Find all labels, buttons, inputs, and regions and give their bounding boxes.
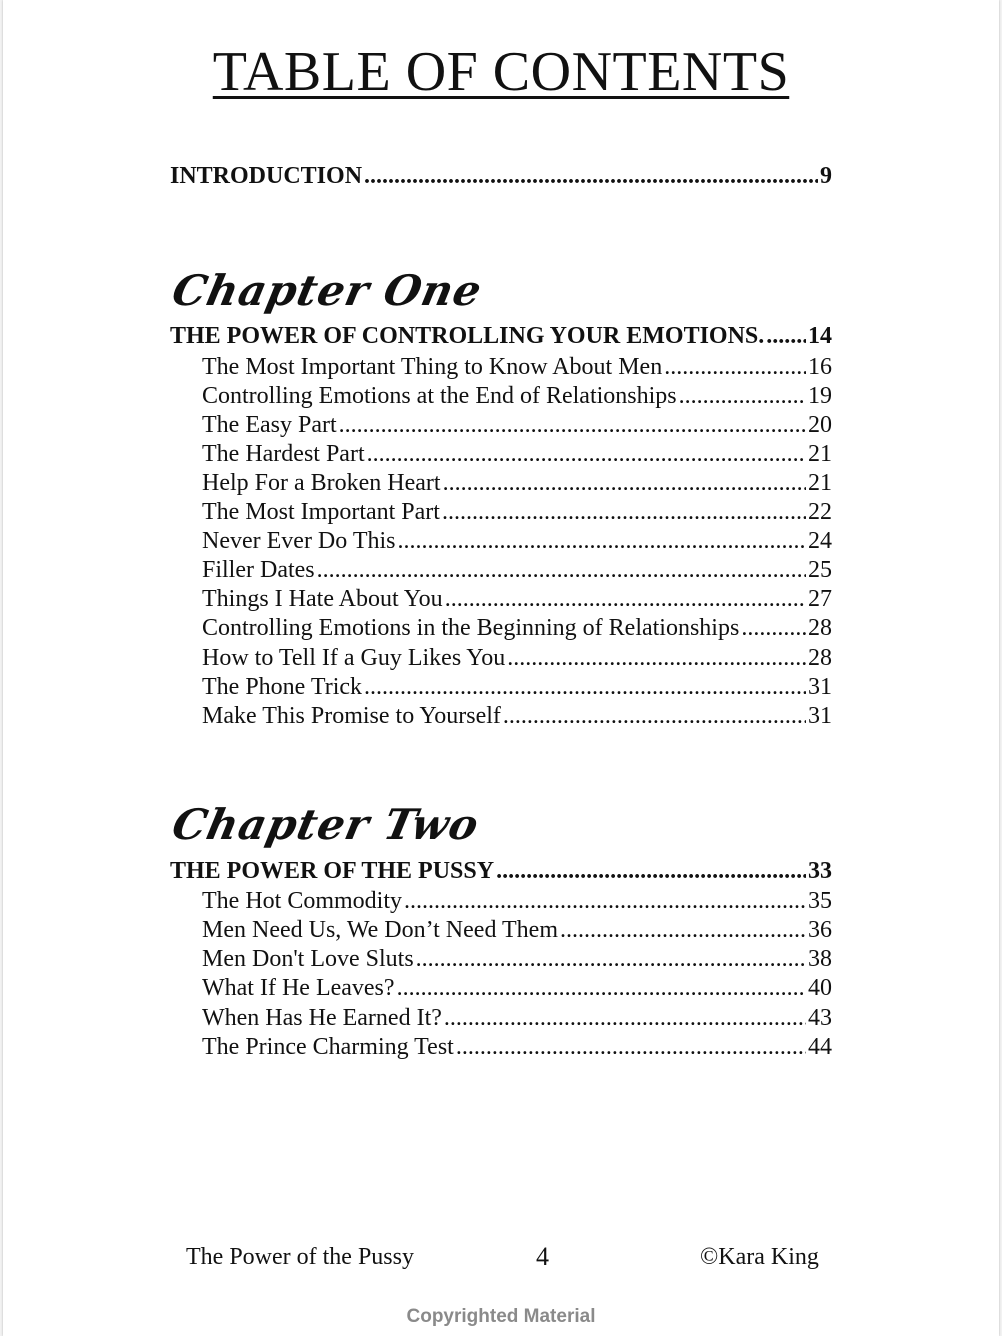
toc-page-number: 25 — [808, 557, 832, 583]
toc-leader-dots — [398, 528, 807, 555]
toc-label: What If He Leaves? — [202, 975, 395, 1001]
toc-label: Make This Promise to Yourself — [202, 703, 501, 729]
toc-leader-dots — [404, 888, 806, 915]
toc-leader-dots — [416, 946, 806, 973]
toc-label: THE POWER OF CONTROLLING YOUR EMOTIONS. — [170, 323, 765, 349]
toc-label: Men Need Us, We Don’t Need Them — [202, 917, 558, 943]
toc-leader-dots — [317, 557, 806, 584]
toc-page-number: 24 — [808, 528, 832, 554]
toc-label: THE POWER OF THE PUSSY — [170, 858, 495, 884]
toc-page-number: 28 — [808, 615, 832, 641]
toc-label: How to Tell If a Guy Likes You — [202, 645, 506, 671]
toc-leader-dots — [456, 1034, 806, 1061]
toc-section — [202, 441, 832, 470]
toc-leader-dots — [339, 412, 806, 439]
toc-leader-dots — [503, 703, 806, 730]
toc-leader-dots — [560, 917, 806, 944]
toc-leader-dots — [443, 470, 806, 497]
toc-section — [202, 354, 832, 383]
toc-section — [202, 645, 832, 674]
toc-label: The Most Important Thing to Know About Men — [202, 354, 663, 380]
toc-label: Controlling Emotions at the End of Relationships — [202, 383, 677, 409]
toc-label: Help For a Broken Heart — [202, 470, 441, 496]
toc-leader-dots — [397, 975, 806, 1002]
toc-section — [202, 586, 832, 615]
toc-chapter-two-title — [170, 858, 832, 888]
toc-section — [202, 703, 832, 732]
toc-label: The Phone Trick — [202, 674, 363, 700]
toc-section — [202, 888, 832, 917]
footer-copyright: ©Kara King — [700, 1244, 819, 1270]
toc-page-number: 31 — [808, 703, 832, 729]
toc-label: The Most Important Part — [202, 499, 440, 525]
toc-page-number: 43 — [808, 1005, 832, 1031]
toc-label: Filler Dates — [202, 557, 315, 583]
toc-section — [202, 557, 832, 586]
toc-page-number: 22 — [808, 499, 832, 525]
toc-label: The Prince Charming Test — [202, 1034, 454, 1060]
toc-leader-dots — [507, 645, 806, 672]
toc-page-number: 19 — [808, 383, 832, 409]
toc-page-number: 9 — [820, 163, 832, 189]
toc-leader-dots — [442, 499, 806, 526]
toc-page-number: 14 — [808, 323, 832, 349]
toc-section — [202, 470, 832, 499]
toc-page-number: 33 — [808, 858, 832, 884]
toc-page-number: 44 — [808, 1034, 832, 1060]
toc-leader-dots — [445, 586, 806, 613]
toc-chapter-one-title — [170, 323, 832, 353]
toc-label: Never Ever Do This — [202, 528, 396, 554]
toc-section — [202, 383, 832, 412]
toc-label: The Hardest Part — [202, 441, 365, 467]
toc-section — [202, 615, 832, 644]
toc-label: Things I Hate About You — [202, 586, 443, 612]
page-title: TABLE OF CONTENTS — [212, 41, 790, 103]
toc-section — [202, 946, 832, 975]
toc-label: Controlling Emotions in the Beginning of Relationships — [202, 615, 740, 641]
toc-page-number: 31 — [808, 674, 832, 700]
toc-leader-dots — [367, 441, 806, 468]
footer-book-title: The Power of the Pussy — [186, 1244, 414, 1270]
toc-section — [202, 674, 832, 703]
toc-page-number: 35 — [808, 888, 832, 914]
chapter-two-heading: Chapter Two — [168, 800, 484, 849]
toc-label: When Has He Earned It? — [202, 1005, 442, 1031]
toc-leader-dots — [496, 858, 806, 885]
toc-label: The Hot Commodity — [202, 888, 402, 914]
toc-section — [202, 975, 832, 1004]
toc-leader-dots — [364, 163, 818, 190]
footer-page-number: 4 — [536, 1242, 549, 1271]
toc-leader-dots — [364, 674, 806, 701]
toc-section — [202, 528, 832, 557]
toc-leader-dots — [766, 323, 806, 350]
toc-page-number: 36 — [808, 917, 832, 943]
toc-section — [202, 412, 832, 441]
toc-page-number: 38 — [808, 946, 832, 972]
toc-label: INTRODUCTION — [170, 163, 363, 189]
toc-section — [202, 917, 832, 946]
toc-leader-dots — [741, 615, 806, 642]
toc-page-number: 28 — [808, 645, 832, 671]
toc-page-number: 40 — [808, 975, 832, 1001]
toc-leader-dots — [679, 383, 806, 410]
toc-section — [202, 499, 832, 528]
toc-introduction — [170, 163, 832, 193]
toc-page-number: 27 — [808, 586, 832, 612]
toc-page-number: 16 — [808, 354, 832, 380]
toc-page-number: 21 — [808, 470, 832, 496]
toc-leader-dots — [664, 354, 806, 381]
toc-section — [202, 1034, 832, 1063]
toc-page-number: 21 — [808, 441, 832, 467]
toc-page-number: 20 — [808, 412, 832, 438]
toc-leader-dots — [444, 1005, 806, 1032]
copyright-watermark: Copyrighted Material — [406, 1306, 596, 1327]
toc-label: Men Don't Love Sluts — [202, 946, 414, 972]
chapter-one-heading: Chapter One — [168, 266, 487, 315]
toc-label: The Easy Part — [202, 412, 337, 438]
toc-section — [202, 1005, 832, 1034]
